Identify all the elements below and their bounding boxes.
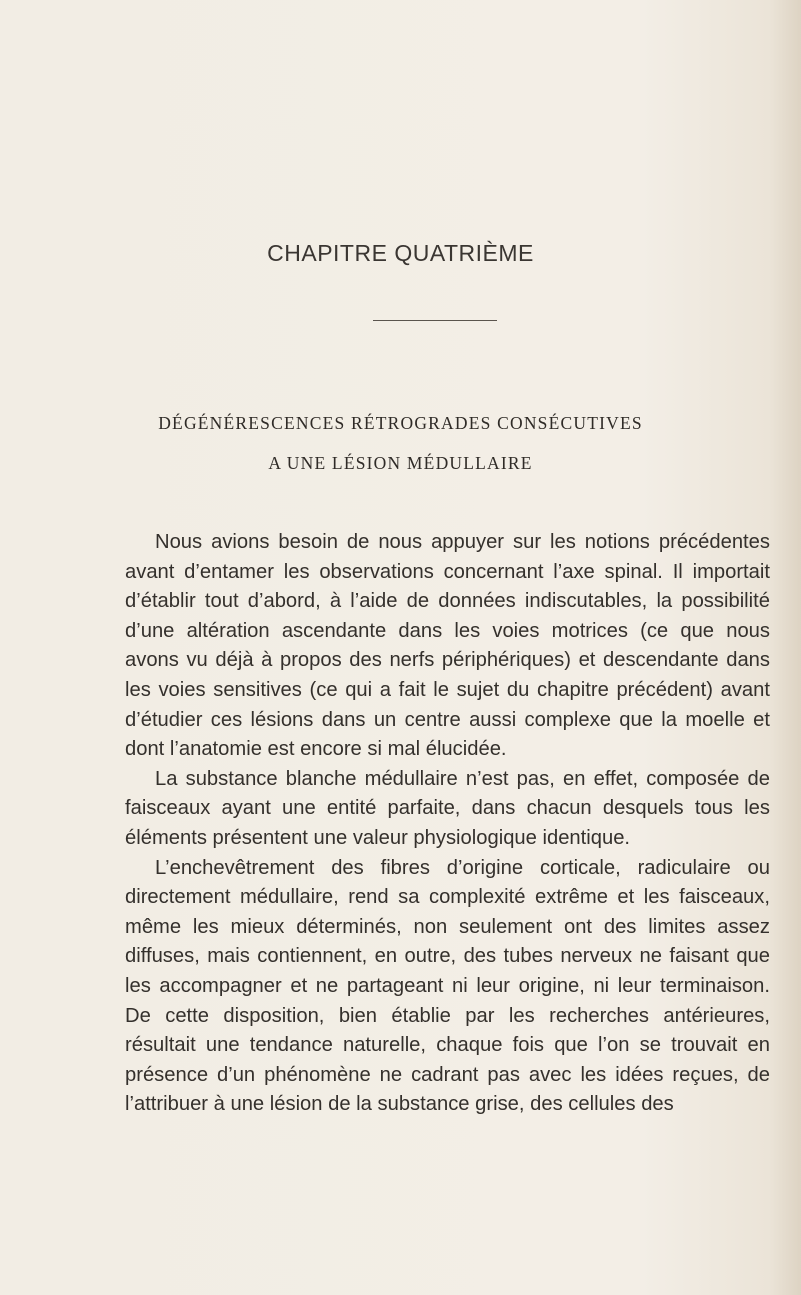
paragraph-3: L’enchevêtrement des fibres d’origine corticale, radiculaire ou directement médullaire, rend sa complexité extrême et les faisceaux, même les mieux déterminés, non seulement ont des limites assez diffuses, mais contiennent, en outre, des tubes nerveux ne faisant que les accompagner et ne partageant ni leur origine, ni leur terminaison. De cette disposition, bien établie par les recherches antérieures, résultait une tendance naturelle, chaque fois que l’on se trouvait en présence d’un phénomène ne cadrant pas avec les idées reçues, de l’attribuer à une lésion de la substance grise, des cellules des <box>125 856 770 1116</box>
chapter-heading: CHAPITRE QUATRIÈME <box>267 240 534 266</box>
chapter-title-line-2: A UNE LÉSION MÉDULLAIRE <box>268 453 533 473</box>
paragraph-1: Nous avions besoin de nous appuyer sur les notions précédentes avant d’entamer les observations concernant l’axe spinal. Il importait d’établir tout d’abord, à l’aide de données indiscutables, la possibilité d’une altération ascendante dans les voies motrices (ce que nous avons vu déjà à propos des nerfs périphériques) et descendante dans les voies sensitives (ce qui a fait le sujet du chapitre précédent) avant d’étudier ces lésions dans un centre aussi complexe que la moelle et dont l’anatomie est encore si mal élucidée. <box>125 531 770 761</box>
paragraph-2: La substance blanche médullaire n’est pas, en effet, composée de faisceaux ayant une entité parfaite, dans chacun desquels tous les éléments présentent une valeur physiologique identique. <box>125 767 770 849</box>
body-text <box>125 528 770 1120</box>
separator-rule <box>373 320 497 321</box>
chapter-title-line-1: DÉGÉNÉRESCENCES RÉTROGRADES CONSÉCUTIVES <box>158 413 643 433</box>
